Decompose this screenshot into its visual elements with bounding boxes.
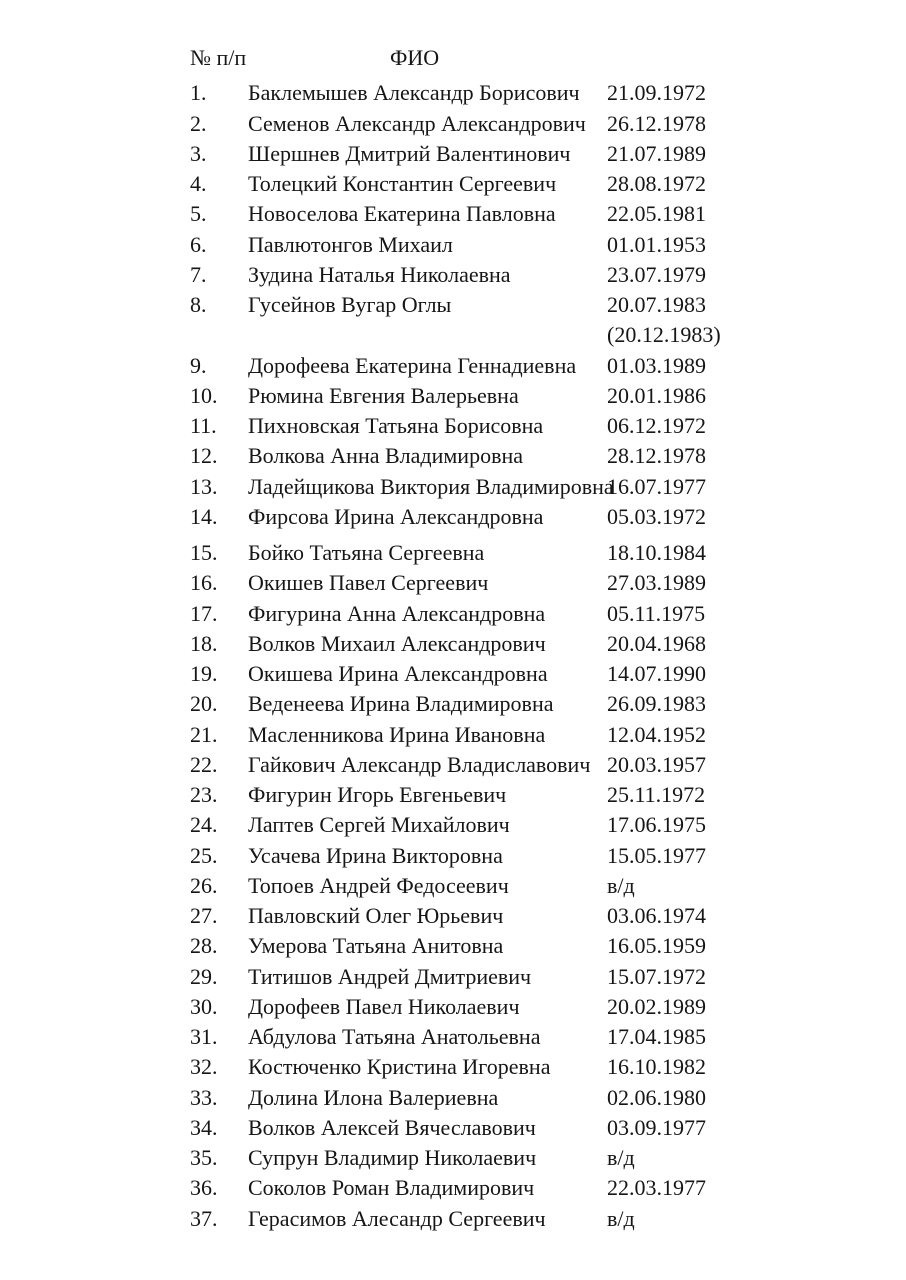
birth-date-cell [607,901,706,931]
birth-date: 16.07.1977 [607,473,706,499]
row-number: 19. [190,661,218,686]
birth-date-cell [607,871,635,901]
table-row [190,599,750,629]
birth-date: 16.10.1982 [607,1054,706,1080]
person-name: Долина Илона Валериевна [248,1084,499,1110]
person-name: Усачева Ирина Викторовна [248,842,503,868]
row-number: 24. [190,812,218,838]
birth-date-cell [607,1052,706,1082]
person-name: Фигурина Анна Александровна [248,600,546,626]
table-row [190,139,750,169]
row-number: 5. [190,201,207,227]
birth-date: 25.11.1972 [607,782,706,807]
birth-date: 20.01.1986 [607,382,706,408]
person-name: Веденеева Ирина Владимировна [248,691,554,717]
birth-date: 15.05.1977 [607,842,706,868]
row-number: 14. [190,503,218,529]
table-row [190,810,750,840]
table-row [190,568,750,598]
birth-date: 14.07.1990 [607,661,706,686]
person-name: Зудина Наталья Николаевна [248,261,511,287]
person-name: Дорофеева Екатерина Геннадиевна [248,352,577,378]
birth-date: 26.12.1978 [607,110,706,136]
birth-date-cell [607,381,706,411]
person-name: Павловский Олег Юрьевич [248,903,504,928]
birth-date: 28.12.1978 [607,443,706,469]
person-name: Волков Алексей Вячеславович [248,1114,536,1140]
table-row [190,290,750,351]
table-row [190,472,750,502]
column-header-number: № п/п [190,45,247,70]
row-number: 2. [190,110,207,136]
birth-date-cell [607,411,706,441]
person-name: Новоселова Екатерина Павловна [248,201,556,227]
table-row [190,871,750,901]
row-number: 35. [190,1145,218,1170]
birth-date: 01.01.1953 [607,231,706,257]
row-number: 26. [190,872,218,898]
birth-date: 21.07.1989 [607,140,706,166]
person-name: Окишев Павел Сергеевич [248,570,489,596]
birth-date: 22.03.1977 [607,1175,706,1201]
row-number: 28. [190,933,218,959]
birth-date: в/д [607,872,635,898]
person-name: Павлютонгов Михаил [248,231,453,257]
person-name: Баклемышев Александр Борисович [248,80,580,106]
birth-date: в/д [607,1145,635,1170]
row-number: 3. [190,140,207,166]
person-name: Волкова Анна Владимировна [248,443,523,469]
birth-date-alt: (20.12.1983) [607,322,721,348]
row-number: 29. [190,963,218,989]
birth-date: 20.03.1957 [607,751,706,777]
table-header [190,43,750,73]
birth-date: 01.03.1989 [607,352,706,378]
birth-date-cell [607,1022,706,1052]
person-name: Шершнев Дмитрий Валентинович [248,140,571,166]
person-name: Герасимов Алесандр Сергеевич [248,1205,546,1231]
table-row [190,169,750,199]
person-name: Фирсова Ирина Александровна [248,503,544,529]
table-row [190,109,750,139]
table-row [190,1083,750,1113]
table-row [190,230,750,260]
row-number: 11. [190,413,217,438]
birth-date-cell [607,931,706,961]
person-name: Гусейнов Вугар Оглы [248,292,452,317]
table-row [190,381,750,411]
table-row [190,411,750,441]
birth-date-cell [607,351,706,381]
birth-date-cell [607,992,706,1022]
person-name: Костюченко Кристина Игоревна [248,1054,551,1080]
birth-date: 05.03.1972 [607,503,706,529]
row-number: 4. [190,171,207,196]
row-number: 10. [190,382,218,408]
table-row [190,199,750,229]
row-number: 7. [190,261,207,287]
birth-date: 05.11.1975 [607,600,706,626]
row-number: 21. [190,721,218,747]
birth-date-cell [607,1173,706,1203]
birth-date-cell [607,1113,706,1143]
person-name: Абдулова Татьяна Анатольевна [248,1024,541,1049]
table-row [190,659,750,689]
birth-date-cell [607,659,706,689]
birth-date: 27.03.1989 [607,570,706,596]
table-row [190,1204,750,1234]
person-name: Волков Михаил Александрович [248,630,546,656]
person-name: Лаптев Сергей Михайлович [248,812,510,838]
birth-date: 03.06.1974 [607,903,706,928]
birth-date-cell [607,538,706,568]
birth-date: 17.06.1975 [607,812,706,838]
birth-date: 17.04.1985 [607,1024,706,1049]
row-number: 32. [190,1054,218,1080]
table-row [190,689,750,719]
birth-date-cell [607,169,706,199]
birth-date-cell [607,962,706,992]
person-name: Окишева Ирина Александровна [248,661,548,686]
birth-date: 18.10.1984 [607,540,706,565]
row-number: 17. [190,600,218,626]
table-row [190,750,750,780]
birth-date: 12.04.1952 [607,721,706,747]
table-row [190,720,750,750]
person-name: Масленникова Ирина Ивановна [248,721,546,747]
birth-date: 21.09.1972 [607,80,706,106]
table-row [190,1143,750,1173]
table-row [190,780,750,810]
person-name: Титишов Андрей Дмитриевич [248,963,532,989]
person-name: Толецкий Константин Сергеевич [248,171,557,196]
birth-date: 16.05.1959 [607,933,706,959]
birth-date: 20.04.1968 [607,630,706,656]
person-name: Супрун Владимир Николаевич [248,1145,537,1170]
table-row [190,1173,750,1203]
birth-date-cell [607,750,706,780]
person-name: Бойко Татьяна Сергеевна [248,540,485,565]
table-row [190,1052,750,1082]
table-row [190,931,750,961]
birth-date-cell [607,260,706,290]
row-number: 37. [190,1205,218,1231]
row-number: 13. [190,473,218,499]
row-number: 30. [190,993,218,1019]
birth-date-cell [607,689,706,719]
table-row [190,841,750,871]
birth-date-cell [607,78,706,108]
row-number: 20. [190,691,218,717]
birth-date-cell [607,199,706,229]
column-header-fio: ФИО [390,45,440,70]
birth-date-cell [607,599,705,629]
birth-date: 06.12.1972 [607,413,706,438]
table-row [190,629,750,659]
person-name: Пихновская Татьяна Борисовна [248,413,544,438]
person-name: Соколов Роман Владимирович [248,1175,535,1201]
row-number: 34. [190,1114,218,1140]
birth-date: 15.07.1972 [607,963,706,989]
table-row [190,538,750,568]
table-row [190,1113,750,1143]
birth-date-cell [607,290,721,351]
birth-date-cell [607,1204,635,1234]
row-number: 33. [190,1084,218,1110]
person-name: Ладейщикова Виктория Владимировна [248,473,614,499]
row-number: 16. [190,570,218,596]
birth-date-cell [607,472,706,502]
row-number: 6. [190,231,207,257]
row-number: 8. [190,292,207,317]
row-number: 27. [190,903,218,928]
birth-date-cell [607,441,706,471]
row-number: 15. [190,540,218,565]
birth-date-cell [607,109,706,139]
row-number: 9. [190,352,207,378]
birth-date-cell [607,629,706,659]
table-row [190,1022,750,1052]
birth-date: 23.07.1979 [607,261,706,287]
person-name: Фигурин Игорь Евгеньевич [248,782,507,807]
row-number: 12. [190,443,218,469]
row-number: 18. [190,630,218,656]
birth-date-cell [607,780,705,810]
row-number: 1. [190,80,207,106]
row-number: 36. [190,1175,218,1201]
birth-date: 20.02.1989 [607,993,706,1019]
person-name: Топоев Андрей Федосеевич [248,872,509,898]
birth-date-cell [607,502,706,532]
table-row [190,502,750,532]
birth-date-cell [607,810,706,840]
birth-date: 20.07.1983 [607,292,706,317]
row-number: 25. [190,842,218,868]
row-number: 22. [190,751,218,777]
person-list-document [190,43,750,1234]
table-row [190,260,750,290]
birth-date-cell [607,841,706,871]
birth-date: 26.09.1983 [607,691,706,717]
birth-date-cell [607,230,706,260]
person-name: Дорофеев Павел Николаевич [248,993,520,1019]
birth-date-cell [607,568,706,598]
person-name: Рюмина Евгения Валерьевна [248,382,519,408]
row-number: 23. [190,782,218,807]
table-row [190,901,750,931]
table-row [190,351,750,381]
birth-date-cell [607,1083,706,1113]
birth-date: 22.05.1981 [607,201,706,227]
birth-date-cell [607,139,706,169]
table-row [190,962,750,992]
birth-date: 02.06.1980 [607,1084,706,1110]
birth-date: в/д [607,1205,635,1231]
person-name: Гайкович Александр Владиславович [248,751,591,777]
person-list [190,78,750,1234]
table-row [190,78,750,108]
birth-date: 28.08.1972 [607,171,706,196]
person-name: Семенов Александр Александрович [248,110,586,136]
birth-date-cell [607,1143,635,1173]
person-name: Умерова Татьяна Анитовна [248,933,504,959]
birth-date: 03.09.1977 [607,1114,706,1140]
row-number: 31. [190,1024,218,1049]
birth-date-cell [607,720,706,750]
table-row [190,992,750,1022]
table-row [190,441,750,471]
